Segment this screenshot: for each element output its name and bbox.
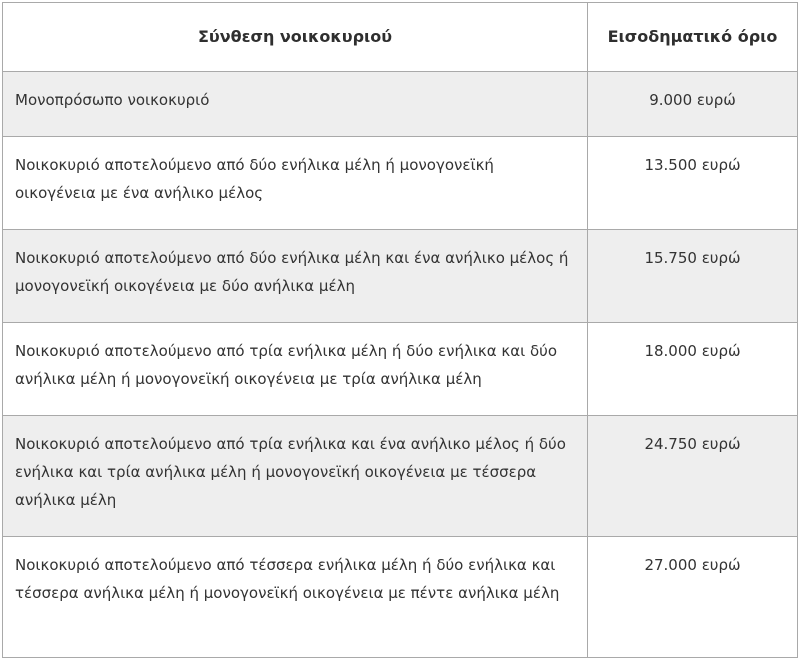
- income-limit-cell: 15.750 ευρώ: [588, 230, 798, 323]
- household-composition-cell: Νοικοκυριό αποτελούμενο από τρία ενήλικα και ένα ανήλικο μέλος ή δύο ενήλικα και τρία ανήλικα μέλη ή μονογονεϊκή οικογένεια με τέσσερα ανήλικα μέλη: [3, 416, 588, 537]
- income-limit-cell: 18.000 ευρώ: [588, 323, 798, 416]
- table-row: [3, 323, 798, 416]
- income-limit-cell: 13.500 ευρώ: [588, 137, 798, 230]
- header-household-composition: Σύνθεση νοικοκυριού: [3, 3, 588, 72]
- table-row: [3, 230, 798, 323]
- income-limits-table: [2, 2, 798, 658]
- income-limit-cell: 27.000 ευρώ: [588, 537, 798, 658]
- table-row: [3, 416, 798, 537]
- household-composition-cell: Νοικοκυριό αποτελούμενο από τέσσερα ενήλικα μέλη ή δύο ενήλικα και τέσσερα ανήλικα μέλη ή μονογονεϊκή οικογένεια με πέντε ανήλικα μέλη: [3, 537, 588, 658]
- household-composition-cell: Νοικοκυριό αποτελούμενο από τρία ενήλικα μέλη ή δύο ενήλικα και δύο ανήλικα μέλη ή μονογονεϊκή οικογένεια με τρία ανήλικα μέλη: [3, 323, 588, 416]
- household-composition-cell: Νοικοκυριό αποτελούμενο από δύο ενήλικα μέλη και ένα ανήλικο μέλος ή μονογονεϊκή οικογένεια με δύο ανήλικα μέλη: [3, 230, 588, 323]
- household-composition-cell: Νοικοκυριό αποτελούμενο από δύο ενήλικα μέλη ή μονογονεϊκή οικογένεια με ένα ανήλικο μέλος: [3, 137, 588, 230]
- income-limit-cell: 9.000 ευρώ: [588, 72, 798, 137]
- income-limits-table-container: [2, 2, 797, 658]
- table-row: [3, 72, 798, 137]
- table-header-row: [3, 3, 798, 72]
- household-composition-cell: Μονοπρόσωπο νοικοκυριό: [3, 72, 588, 137]
- income-limit-cell: 24.750 ευρώ: [588, 416, 798, 537]
- table-row: [3, 537, 798, 658]
- header-income-limit: Εισοδηματικό όριο: [588, 3, 798, 72]
- table-row: [3, 137, 798, 230]
